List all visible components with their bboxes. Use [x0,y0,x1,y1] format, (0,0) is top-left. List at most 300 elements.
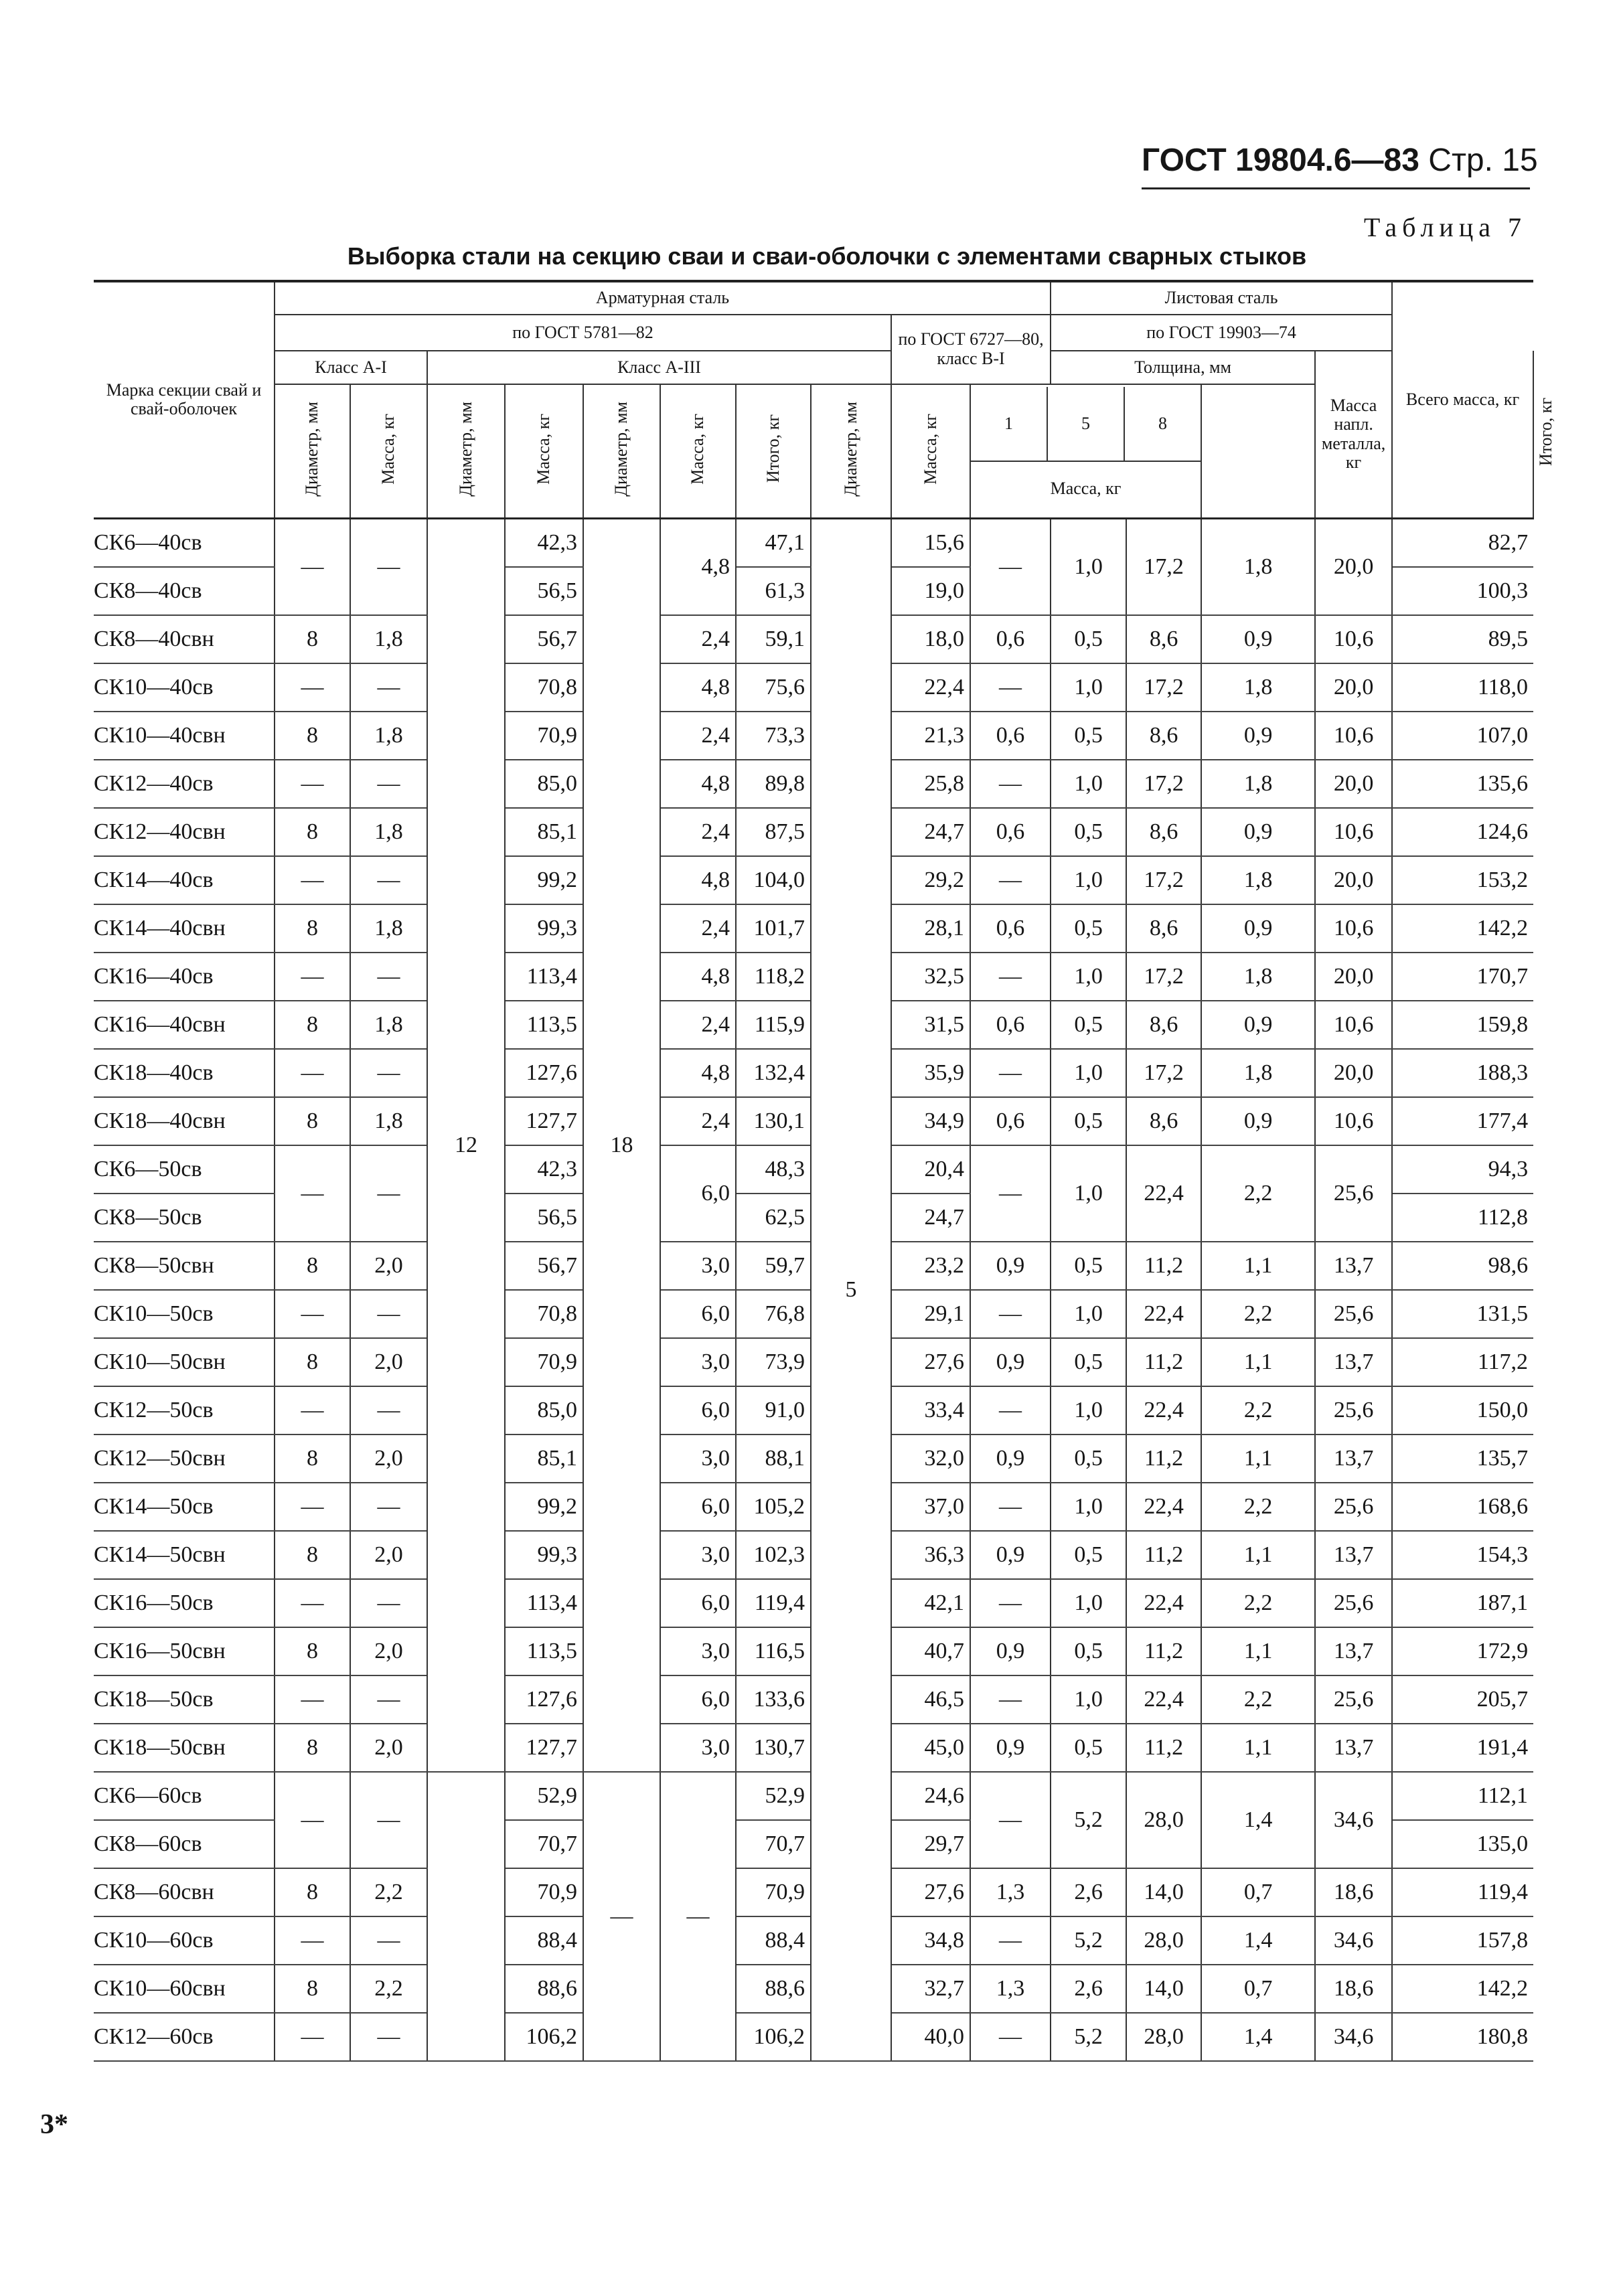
weld-mass-cell: 1,1 [1201,1627,1315,1675]
a3-total-cell: 105,2 [736,1483,811,1531]
t8-cell: 8,6 [1126,712,1201,760]
b1-mass-cell: 45,0 [891,1724,970,1772]
a1-mass-cell: 1,8 [350,1001,427,1049]
total-mass-cell: 135,6 [1392,760,1533,808]
b1-mass-cell: 40,7 [891,1627,970,1675]
weld-mass-cell: 1,4 [1201,2013,1315,2061]
a1-diam-cell: — [275,1145,350,1242]
mark-cell: СК8—60св [94,1820,275,1868]
a1-mass-cell: — [350,760,427,808]
b1-mass-cell: 24,6 [891,1772,970,1820]
a1-diam-cell: — [275,2013,350,2061]
t5-cell: 1,0 [1051,760,1126,808]
total-mass-cell: 135,0 [1392,1820,1533,1868]
a1-mass-cell: — [350,2013,427,2061]
a1-diam-cell: 8 [275,1242,350,1290]
t5-cell: 1,0 [1051,1386,1126,1434]
total-mass-cell: 154,3 [1392,1531,1533,1579]
t8-cell: 22,4 [1126,1579,1201,1627]
t5-cell: 1,0 [1051,856,1126,904]
a3-total-cell: 101,7 [736,904,811,953]
col-sheet-steel: Листовая сталь [1051,281,1392,315]
col-a3-mass-2: Масса, кг [660,384,736,518]
weld-mass-cell: 1,4 [1201,1772,1315,1868]
weld-mass-cell: 1,8 [1201,760,1315,808]
t1-cell: 0,9 [970,1627,1051,1675]
a3-total-cell: 59,1 [736,615,811,663]
t5-cell: 0,5 [1051,1434,1126,1483]
b1-mass-cell: 23,2 [891,1242,970,1290]
col-thickness-8: 8 [1158,413,1168,433]
mark-cell: СК10—60свн [94,1965,275,2013]
a3-mass1-cell: 113,5 [505,1627,583,1675]
total-mass-cell: 150,0 [1392,1386,1533,1434]
sheet-total-cell: 10,6 [1315,1097,1392,1145]
b1-mass-cell: 27,6 [891,1338,970,1386]
sheet-total-cell: 25,6 [1315,1145,1392,1242]
weld-mass-cell: 0,7 [1201,1868,1315,1916]
a3-total-cell: 116,5 [736,1627,811,1675]
a3-mass1-cell: 99,3 [505,1531,583,1579]
a1-diam-cell: — [275,1386,350,1434]
col-b1-mass: Масса, кг [891,384,970,518]
a3-mass2-cell: 4,8 [660,1049,736,1097]
mark-cell: СК14—50свн [94,1531,275,1579]
a1-diam-cell: 8 [275,1965,350,2013]
b1-mass-cell: 21,3 [891,712,970,760]
sheet-total-cell: 13,7 [1315,1627,1392,1675]
weld-mass-cell: 0,9 [1201,1097,1315,1145]
a3-mass1-cell: 56,7 [505,1242,583,1290]
weld-mass-cell: 0,9 [1201,904,1315,953]
b1-mass-cell: 27,6 [891,1868,970,1916]
a1-mass-cell: 1,8 [350,1097,427,1145]
t1-cell: 0,6 [970,808,1051,856]
a1-diam-cell: — [275,1049,350,1097]
mark-cell: СК10—40свн [94,712,275,760]
steel-table [94,280,1556,2062]
sheet-total-cell: 18,6 [1315,1965,1392,2013]
mark-cell: СК18—40св [94,1049,275,1097]
sheet-total-cell: 18,6 [1315,1868,1392,1916]
a1-mass-cell: — [350,1145,427,1242]
a3-total-cell: 48,3 [736,1145,811,1194]
a3-total-cell: 91,0 [736,1386,811,1434]
a1-diam-cell: 8 [275,615,350,663]
a3-total-cell: 70,9 [736,1868,811,1916]
t8-cell: 22,4 [1126,1290,1201,1338]
b1-mass-cell: 34,9 [891,1097,970,1145]
mark-cell: СК18—50свн [94,1724,275,1772]
sheet-total-cell: 10,6 [1315,808,1392,856]
sheet-total-cell: 34,6 [1315,1772,1392,1868]
a3-mass1-cell: 85,0 [505,1386,583,1434]
total-mass-cell: 135,7 [1392,1434,1533,1483]
a3-total-cell: 87,5 [736,808,811,856]
a1-mass-cell: — [350,1579,427,1627]
total-mass-cell: 177,4 [1392,1097,1533,1145]
total-mass-cell: 124,6 [1392,808,1533,856]
t5-cell: 0,5 [1051,1338,1126,1386]
a1-mass-cell: — [350,1290,427,1338]
mark-cell: СК10—50свн [94,1338,275,1386]
sheet-total-cell: 25,6 [1315,1290,1392,1338]
table-title: Выборка стали на секцию сваи и сваи-оболочки с элементами сварных стыков [347,242,1307,270]
total-mass-cell: 153,2 [1392,856,1533,904]
mark-cell: СК16—40свн [94,1001,275,1049]
col-sheet-mass: Масса, кг [1050,478,1122,498]
a1-diam-cell: 8 [275,1001,350,1049]
sheet-total-cell: 20,0 [1315,518,1392,615]
a3-mass2-dash: — [660,1772,736,2061]
weld-mass-cell: 1,1 [1201,1724,1315,1772]
total-mass-cell: 191,4 [1392,1724,1533,1772]
a3-mass1-cell: 127,7 [505,1724,583,1772]
col-a3-total: Итого, кг [736,384,811,518]
a3-mass1-cell: 113,4 [505,1579,583,1627]
weld-mass-cell: 2,2 [1201,1290,1315,1338]
a3-total-cell: 133,6 [736,1675,811,1724]
t5-cell: 1,0 [1051,1290,1126,1338]
page-number: Стр. 15 [1428,143,1538,178]
weld-mass-cell: 0,9 [1201,615,1315,663]
a1-diam-cell: — [275,1579,350,1627]
b1-mass-cell: 33,4 [891,1386,970,1434]
b1-mass-cell: 15,6 [891,518,970,567]
a3-mass1-cell: 70,8 [505,1290,583,1338]
t8-cell: 11,2 [1126,1531,1201,1579]
t8-cell: 17,2 [1126,518,1201,615]
a3-mass1-cell: 127,7 [505,1097,583,1145]
b1-mass-cell: 36,3 [891,1531,970,1579]
total-mass-cell: 100,3 [1392,567,1533,615]
a3-mass1-cell: 113,4 [505,953,583,1001]
weld-mass-cell: 1,4 [1201,1916,1315,1965]
a1-mass-cell: 2,0 [350,1338,427,1386]
total-mass-cell: 170,7 [1392,953,1533,1001]
a1-diam-cell: — [275,1772,350,1868]
a1-mass-cell: 2,0 [350,1242,427,1290]
a3-mass2-cell: 3,0 [660,1338,736,1386]
t5-cell: 0,5 [1051,1242,1126,1290]
mark-cell: СК10—50св [94,1290,275,1338]
b1-mass-cell: 22,4 [891,663,970,712]
t8-cell: 17,2 [1126,760,1201,808]
mark-cell: СК16—40св [94,953,275,1001]
weld-mass-cell: 0,9 [1201,1001,1315,1049]
t8-cell: 17,2 [1126,663,1201,712]
a1-diam-cell: — [275,1483,350,1531]
total-mass-cell: 112,8 [1392,1194,1533,1242]
a1-mass-cell: — [350,1916,427,1965]
total-mass-cell: 157,8 [1392,1916,1533,1965]
mark-cell: СК14—40св [94,856,275,904]
b1-mass-cell: 32,5 [891,953,970,1001]
a3-mass2-cell: 3,0 [660,1434,736,1483]
col-thickness-5: 5 [1048,387,1125,461]
b1-mass-cell: 32,7 [891,1965,970,2013]
weld-mass-cell: 1,8 [1201,518,1315,615]
sheet-total-cell: 10,6 [1315,615,1392,663]
weld-mass-cell: 1,8 [1201,1049,1315,1097]
total-mass-cell: 89,5 [1392,615,1533,663]
a3-total-cell: 52,9 [736,1772,811,1820]
total-mass-cell: 188,3 [1392,1049,1533,1097]
a3-mass2-cell: 2,4 [660,904,736,953]
mark-cell: СК12—50свн [94,1434,275,1483]
a3-mass2-cell: 2,4 [660,1097,736,1145]
t8-cell: 28,0 [1126,2013,1201,2061]
t5-cell: 0,5 [1051,904,1126,953]
t5-cell: 1,0 [1051,518,1126,615]
sheet-total-cell: 34,6 [1315,1916,1392,1965]
a3-mass2-cell: 4,8 [660,518,736,615]
a1-mass-cell: — [350,953,427,1001]
b1-mass-cell: 35,9 [891,1049,970,1097]
col-a3-mass-1: Масса, кг [505,384,583,518]
a1-mass-cell: — [350,1675,427,1724]
weld-mass-cell: 1,1 [1201,1338,1315,1386]
a1-diam-cell: 8 [275,1627,350,1675]
a3-mass1-cell: 85,0 [505,760,583,808]
a3-total-cell: 76,8 [736,1290,811,1338]
t1-cell: 0,9 [970,1434,1051,1483]
a1-diam-cell: — [275,953,350,1001]
t5-cell: 0,5 [1051,1531,1126,1579]
a1-mass-cell: 2,0 [350,1724,427,1772]
col-thickness-values [970,384,1201,518]
b1-mass-cell: 34,8 [891,1916,970,1965]
col-thickness: Толщина, мм [1051,351,1315,384]
mark-cell: СК6—50св [94,1145,275,1194]
b1-mass-cell: 46,5 [891,1675,970,1724]
sheet-total-cell: 25,6 [1315,1579,1392,1627]
t5-cell: 1,0 [1051,1145,1126,1242]
a1-mass-cell: — [350,1483,427,1531]
a3-total-cell: 132,4 [736,1049,811,1097]
sheet-total-cell: 13,7 [1315,1242,1392,1290]
a1-mass-cell: 1,8 [350,808,427,856]
page-header [1142,134,1538,189]
t1-cell: — [970,2013,1051,2061]
a1-diam-cell: 8 [275,904,350,953]
mark-cell: СК12—60св [94,2013,275,2061]
total-mass-cell: 82,7 [1392,518,1533,567]
b1-mass-cell: 31,5 [891,1001,970,1049]
b1-mass-cell: 40,0 [891,2013,970,2061]
total-mass-cell: 142,2 [1392,904,1533,953]
gost-code: ГОСТ 19804.6—83 [1142,143,1419,178]
col-class-a3: Класс А-III [427,351,891,384]
b1-mass-cell: 24,7 [891,808,970,856]
sheet-total-cell: 13,7 [1315,1434,1392,1483]
t1-cell: — [970,663,1051,712]
t1-cell: — [970,1145,1051,1242]
b1-diam-merged: 5 [811,518,891,2061]
a3-mass2-cell: 3,0 [660,1627,736,1675]
a3-mass1-cell: 106,2 [505,2013,583,2061]
a1-diam-cell: 8 [275,1724,350,1772]
a1-diam-cell: — [275,1290,350,1338]
sheet-total-cell: 20,0 [1315,856,1392,904]
a3-mass2-cell: 6,0 [660,1675,736,1724]
a3-mass1-cell: 99,3 [505,904,583,953]
a3-mass2-cell: 2,4 [660,808,736,856]
mark-cell: СК8—40св [94,567,275,615]
mark-cell: СК10—60св [94,1916,275,1965]
mark-cell: СК8—40свн [94,615,275,663]
total-mass-cell: 117,2 [1392,1338,1533,1386]
total-mass-cell: 131,5 [1392,1290,1533,1338]
a3-mass2-cell: 3,0 [660,1242,736,1290]
total-mass-cell: 159,8 [1392,1001,1533,1049]
t1-cell: 0,9 [970,1531,1051,1579]
b1-mass-cell: 32,0 [891,1434,970,1483]
a1-mass-cell: 2,2 [350,1965,427,2013]
t1-cell: — [970,856,1051,904]
t1-cell: 0,6 [970,712,1051,760]
col-thickness-1: 1 [971,387,1048,461]
a1-diam-cell: 8 [275,808,350,856]
a1-mass-cell: — [350,856,427,904]
weld-mass-cell: 1,1 [1201,1242,1315,1290]
t1-cell: — [970,1772,1051,1868]
t8-cell: 17,2 [1126,953,1201,1001]
a3-total-cell: 130,1 [736,1097,811,1145]
a3-mass1-cell: 70,9 [505,1868,583,1916]
col-a3-diam-2: Диаметр, мм [583,384,660,518]
mark-cell: СК14—50св [94,1483,275,1531]
a3-mass1-cell: 56,5 [505,1194,583,1242]
mark-cell: СК12—50св [94,1386,275,1434]
t5-cell: 1,0 [1051,663,1126,712]
t5-cell: 1,0 [1051,1579,1126,1627]
col-armature-steel: Арматурная сталь [275,281,1051,315]
t5-cell: 5,2 [1051,2013,1126,2061]
t8-cell: 8,6 [1126,904,1201,953]
t1-cell: 0,9 [970,1242,1051,1290]
t1-cell: 0,6 [970,615,1051,663]
t1-cell: 0,9 [970,1338,1051,1386]
mark-cell: СК14—40свн [94,904,275,953]
t1-cell: — [970,1290,1051,1338]
a3-total-cell: 88,1 [736,1434,811,1483]
mark-cell: СК18—50св [94,1675,275,1724]
a3-mass2-cell: 6,0 [660,1579,736,1627]
t8-cell: 28,0 [1126,1916,1201,1965]
col-total-mass: Всего масса, кг [1392,281,1533,518]
a3-diam1-merged [427,1772,505,2061]
t5-cell: 2,6 [1051,1965,1126,2013]
t8-cell: 14,0 [1126,1965,1201,2013]
sheet-total-cell: 13,7 [1315,1724,1392,1772]
t5-cell: 1,0 [1051,1675,1126,1724]
a1-diam-cell: 8 [275,1097,350,1145]
mark-cell: СК8—60свн [94,1868,275,1916]
t8-cell: 8,6 [1126,1097,1201,1145]
col-a1-diam: Диаметр, мм [275,384,350,518]
t8-cell: 22,4 [1126,1386,1201,1434]
a3-total-cell: 88,6 [736,1965,811,2013]
sheet-total-cell: 10,6 [1315,904,1392,953]
a1-diam-cell: — [275,760,350,808]
t8-cell: 11,2 [1126,1724,1201,1772]
t5-cell: 0,5 [1051,1724,1126,1772]
mark-cell: СК8—50св [94,1194,275,1242]
weld-mass-cell: 2,2 [1201,1483,1315,1531]
t1-cell: 0,6 [970,904,1051,953]
weld-mass-cell: 1,8 [1201,663,1315,712]
mark-cell: СК10—40св [94,663,275,712]
t5-cell: 5,2 [1051,1916,1126,1965]
t8-cell: 8,6 [1126,1001,1201,1049]
b1-mass-cell: 19,0 [891,567,970,615]
a3-diam1-merged: 12 [427,518,505,1772]
a3-mass1-cell: 99,2 [505,1483,583,1531]
b1-mass-cell: 24,7 [891,1194,970,1242]
weld-mass-cell: 0,7 [1201,1965,1315,2013]
weld-mass-cell: 1,1 [1201,1531,1315,1579]
t5-cell: 0,5 [1051,615,1126,663]
a3-total-cell: 59,7 [736,1242,811,1290]
a3-mass2-cell: 4,8 [660,856,736,904]
mark-cell: СК6—60св [94,1772,275,1820]
a1-mass-cell: 2,0 [350,1627,427,1675]
a1-mass-cell: 2,2 [350,1868,427,1916]
b1-mass-cell: 42,1 [891,1579,970,1627]
table-body [94,518,1533,2061]
t1-cell: 1,3 [970,1965,1051,2013]
a1-mass-cell: — [350,663,427,712]
t1-cell: — [970,1579,1051,1627]
a3-mass2-cell: 6,0 [660,1145,736,1242]
t1-cell: — [970,1675,1051,1724]
t8-cell: 22,4 [1126,1675,1201,1724]
a3-total-cell: 73,3 [736,712,811,760]
a3-mass2-cell: 4,8 [660,663,736,712]
a3-mass1-cell: 70,9 [505,712,583,760]
t5-cell: 1,0 [1051,1483,1126,1531]
b1-mass-cell: 18,0 [891,615,970,663]
sheet-total-cell: 20,0 [1315,953,1392,1001]
col-gost-5781: по ГОСТ 5781—82 [275,315,891,351]
t1-cell: — [970,1916,1051,1965]
b1-mass-cell: 20,4 [891,1145,970,1194]
sheet-total-cell: 25,6 [1315,1483,1392,1531]
a3-total-cell: 119,4 [736,1579,811,1627]
weld-mass-cell: 2,2 [1201,1675,1315,1724]
a3-total-cell: 75,6 [736,663,811,712]
a3-total-cell: 70,7 [736,1820,811,1868]
a3-mass2-cell: 3,0 [660,1724,736,1772]
weld-mass-cell: 2,2 [1201,1386,1315,1434]
weld-mass-cell: 1,8 [1201,856,1315,904]
weld-mass-cell: 0,9 [1201,712,1315,760]
total-mass-cell: 187,1 [1392,1579,1533,1627]
t1-cell: — [970,760,1051,808]
a3-mass1-cell: 52,9 [505,1772,583,1820]
t1-cell: 1,3 [970,1868,1051,1916]
a1-diam-cell: — [275,518,350,615]
table-row [94,518,1533,567]
b1-mass-cell: 28,1 [891,904,970,953]
weld-mass-cell: 1,1 [1201,1434,1315,1483]
a3-mass1-cell: 56,7 [505,615,583,663]
t1-cell: — [970,953,1051,1001]
a1-mass-cell: — [350,1772,427,1868]
a3-mass2-cell: 2,4 [660,615,736,663]
a3-mass1-cell: 70,7 [505,1820,583,1868]
